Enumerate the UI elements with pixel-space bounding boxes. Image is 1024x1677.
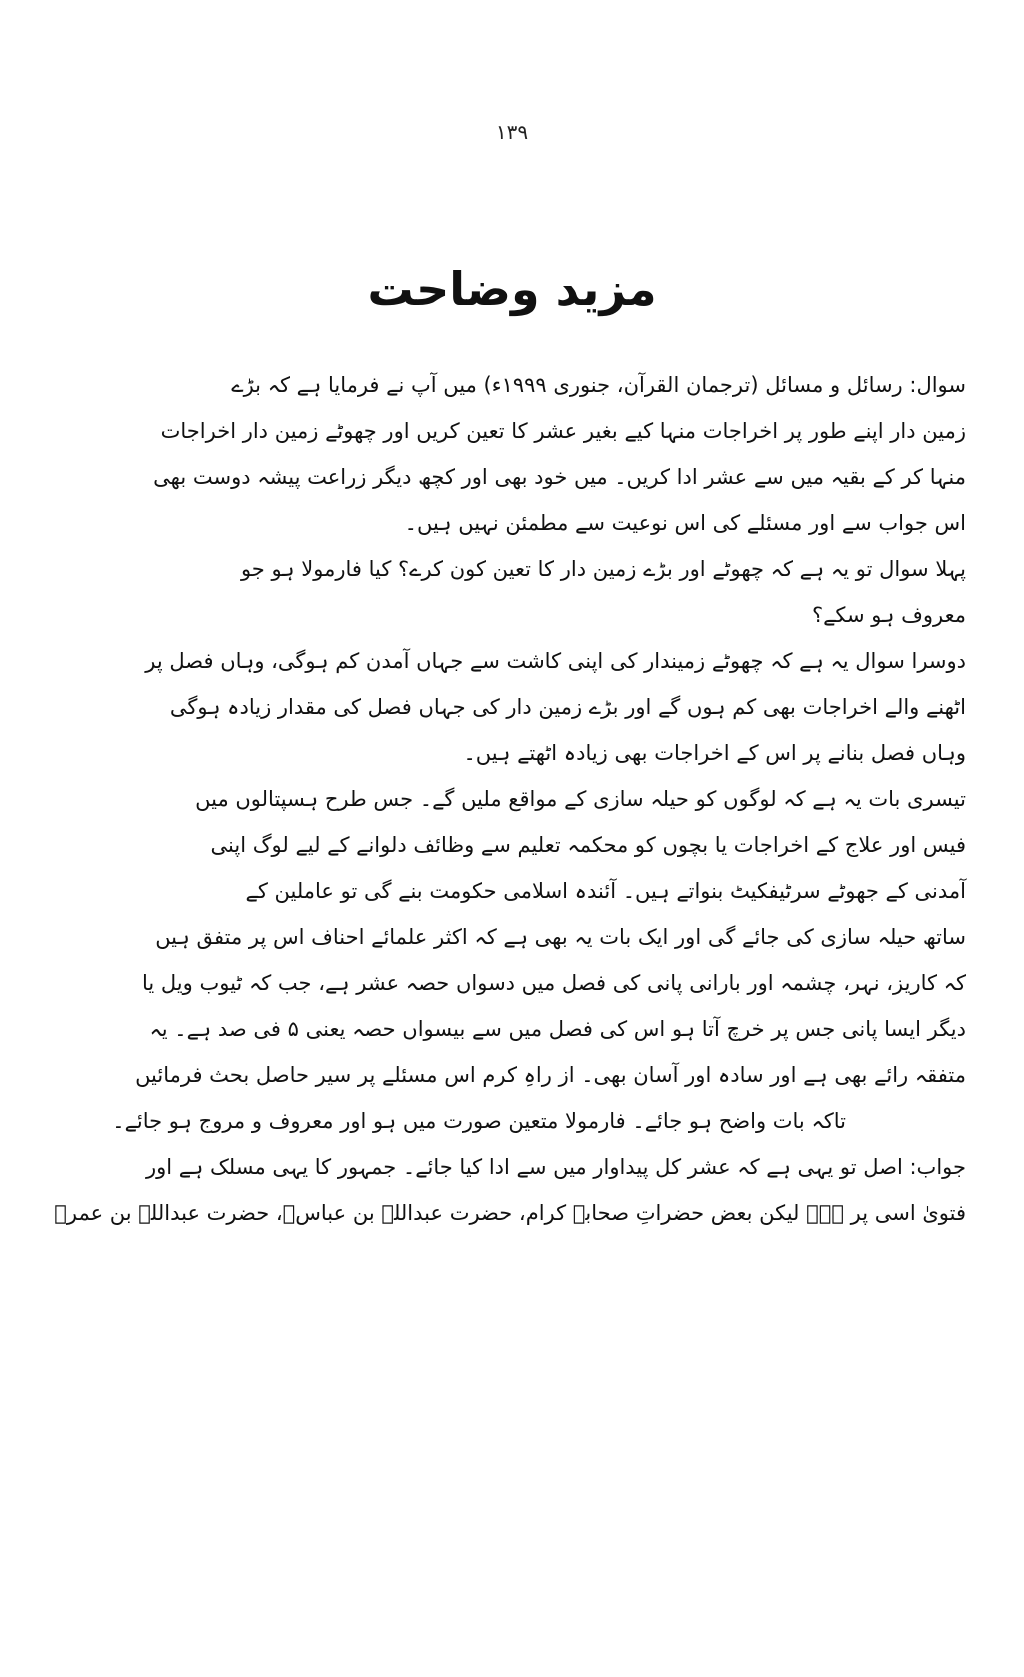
text-line: اس جواب سے اور مسئلے کی اس نوعیت سے مطمئن نہیں ہیں۔ [404, 511, 966, 535]
text-line: ساتھ حیلہ سازی کی جائے گی اور ایک بات یہ بھی ہے کہ اکثر علمائے احناف اس پر متفق ہیں [155, 925, 966, 949]
section-title: مزید وضاحت [367, 262, 657, 316]
third-question-paragraph [112, 776, 966, 1144]
text-line: زمین دار اپنے طور پر اخراجات منہا کیے بغیر عشر کا تعین کریں اور چھوٹے زمین دار اخراجات [160, 419, 966, 443]
text-line: پہلا سوال تو یہ ہے کہ چھوٹے اور بڑے زمین دار کا تعین کون کرے؟ کیا فارمولا ہو جو [240, 557, 966, 581]
second-question-paragraph [146, 638, 966, 776]
text-line: کہ کاریز، نہر، چشمہ اور بارانی پانی کی فصل میں دسواں حصہ عشر ہے، جب کہ ٹیوب ویل یا [141, 971, 966, 995]
question-paragraph [146, 362, 966, 546]
text-line: فتویٰ اسی پر ہے۔ لیکن بعض حضراتِ صحابہ کرام، حضرت عبداللہ بن عباسؓ، حضرت عبداللہ بن عمرؓ [54, 1201, 966, 1225]
text-line: متفقہ رائے بھی ہے اور سادہ اور آسان بھی۔ از راہِ کرم اس مسئلے پر سیر حاصل بحث فرمائیں [135, 1063, 966, 1087]
text-line: وہاں فصل بنانے پر اس کے اخراجات بھی زیادہ اٹھتے ہیں۔ [463, 741, 966, 765]
text-line: تاکہ بات واضح ہو جائے۔ فارمولا متعین صورت میں ہو اور معروف و مروج ہو جائے۔ [112, 1109, 846, 1133]
page-number: ۱۳۹ [495, 120, 529, 144]
text-line: دیگر ایسا پانی جس پر خرچ آتا ہو اس کی فصل میں سے بیسواں حصہ یعنی ۵ فی صد ہے۔ یہ [149, 1017, 966, 1041]
text-line: منہا کر کے بقیہ میں سے عشر ادا کریں۔ میں خود بھی اور کچھ دیگر زراعت پیشہ دوست بھی [153, 465, 966, 489]
text-line: فیس اور علاج کے اخراجات یا بچوں کو محکمہ تعلیم سے وظائف دلوانے کے لیے لوگ اپنی [210, 833, 966, 857]
body-text [54, 362, 966, 1236]
answer-paragraph [54, 1144, 966, 1236]
text-line: جواب: اصل تو یہی ہے کہ عشر کل پیداوار میں سے ادا کیا جائے۔ جمہور کا یہی مسلک ہے اور [145, 1155, 966, 1179]
text-line: آمدنی کے جھوٹے سرٹیفکیٹ بنواتے ہیں۔ آئندہ اسلامی حکومت بنے گی تو عاملین کے [245, 879, 966, 903]
first-question-paragraph [146, 546, 966, 638]
text-line: سوال: رسائل و مسائل (ترجمان القرآن، جنوری ۱۹۹۹ء) میں آپ نے فرمایا ہے کہ بڑے [231, 373, 966, 397]
text-line: اٹھنے والے اخراجات بھی کم ہوں گے اور بڑے زمین دار کی جہاں فصل کی مقدار زیادہ ہوگی [169, 695, 966, 719]
text-line: معروف ہو سکے؟ [811, 603, 966, 627]
text-line: تیسری بات یہ ہے کہ لوگوں کو حیلہ سازی کے مواقع ملیں گے۔ جس طرح ہسپتالوں میں [195, 787, 966, 811]
text-line: دوسرا سوال یہ ہے کہ چھوٹے زمیندار کی اپنی کاشت سے جہاں آمدن کم ہوگی، وہاں فصل پر [145, 649, 966, 673]
